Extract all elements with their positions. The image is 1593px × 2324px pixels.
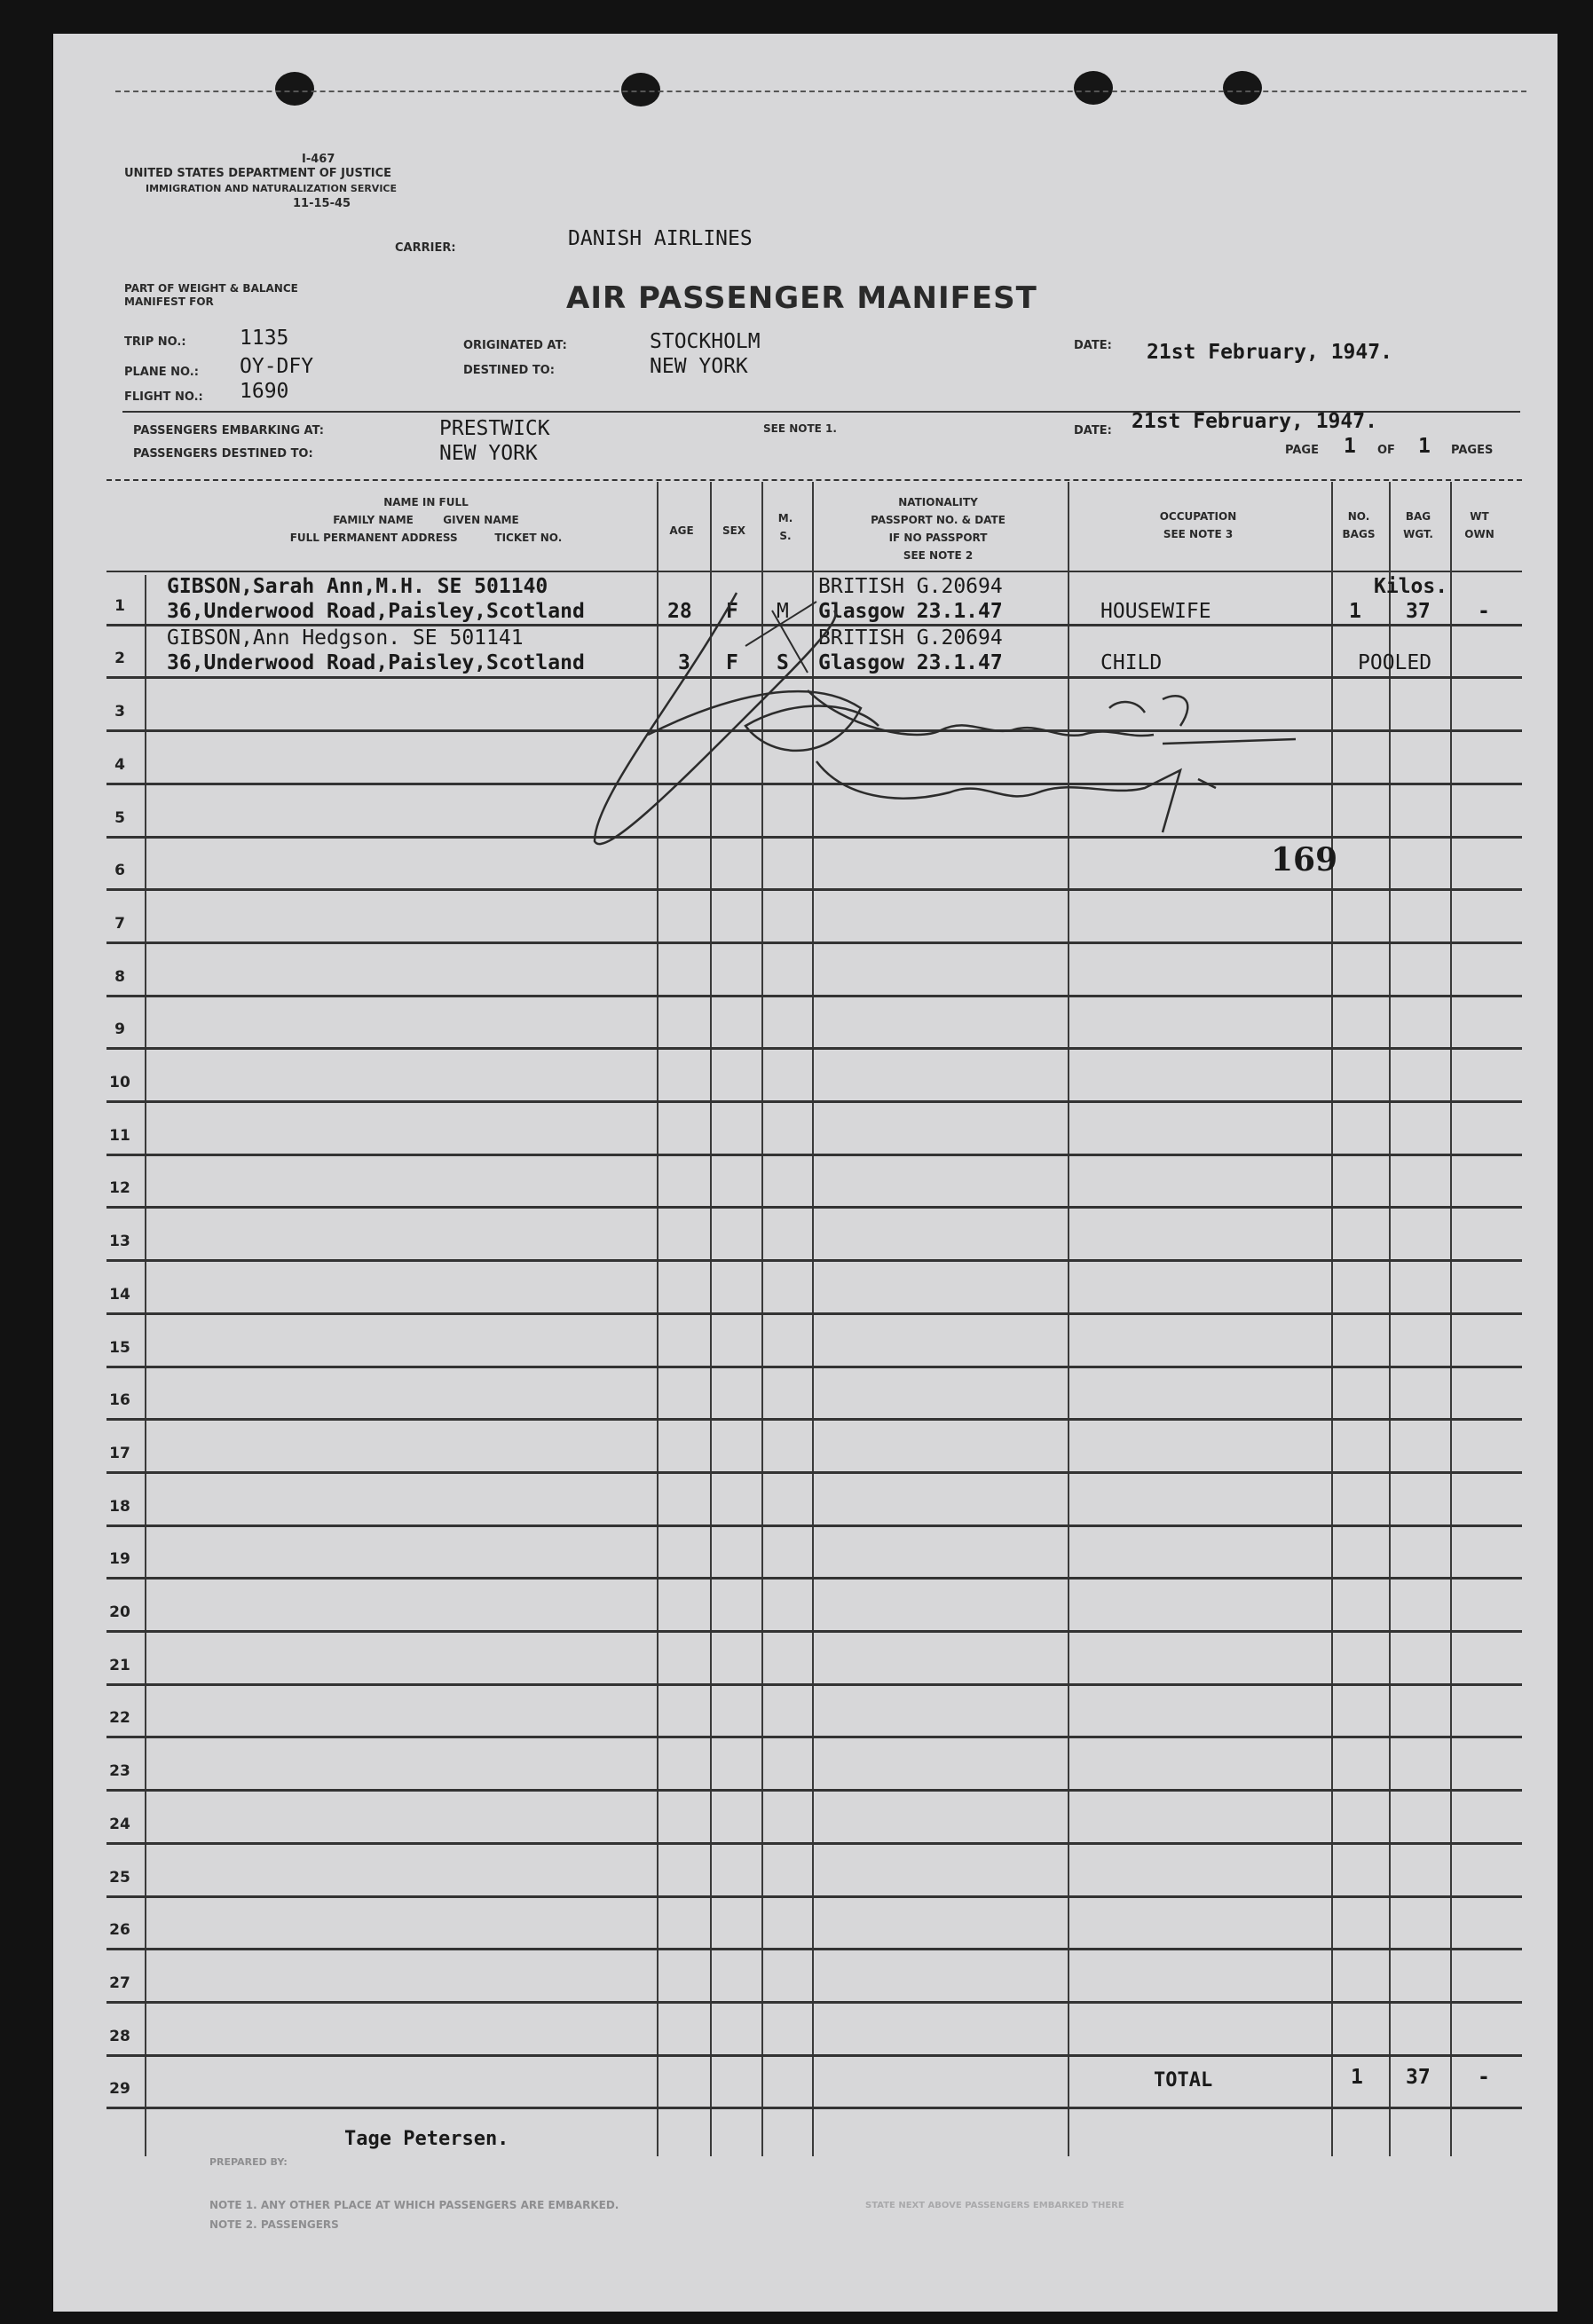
row-rule [106,1948,1522,1950]
row-number: 24 [109,1816,130,1833]
row-number: 6 [114,862,125,879]
row-rule [106,995,1522,997]
nationality-column-heading: NATIONALITY PASSPORT NO. & DATE IF NO PASSPORT SEE NOTE 2 [871,496,1005,562]
date1-label: DATE: [1074,339,1112,352]
date2-label: DATE: [1074,424,1112,437]
destined-value: NEW YORK [650,355,748,378]
prepared-by-name: Tage Petersen. [344,2128,509,2150]
punch-hole [275,72,314,106]
row-rule [106,1047,1522,1050]
row-number: 16 [109,1391,130,1409]
row-number: 20 [109,1603,130,1621]
punch-hole [621,73,660,106]
row-rule [106,2107,1522,2109]
row-rule [106,1312,1522,1315]
table-top-rule [106,479,1522,483]
passenger-1-bags: 1 [1349,600,1361,623]
passenger-1-sex: F [726,600,738,623]
pass-destined-label: PASSENGERS DESTINED TO: [133,447,313,461]
form-number: I-467 [302,153,335,166]
row-number: 5 [114,809,125,827]
part-of-line1: PART OF WEIGHT & BALANCE [124,282,298,295]
pages-label: PAGES [1451,444,1494,457]
occupation-column-heading: OCCUPATION SEE NOTE 3 [1159,510,1237,540]
row-number: 25 [109,1869,130,1887]
flight-label: FLIGHT NO.: [124,390,203,404]
date2-value: 21st February, 1947. [1132,410,1377,433]
manifest-sheet [53,34,1558,2312]
weight-column-heading: BAG WGT. [1403,510,1433,540]
row-rule [106,1206,1522,1209]
row-rule [106,1100,1522,1103]
trip-value: 1135 [240,327,289,350]
carrier-label: CARRIER: [395,241,456,255]
handwritten-inspector-signature [541,566,1340,868]
form-date-code: 11-15-45 [293,197,351,210]
row-rule [106,1154,1522,1156]
passenger-2-age: 3 [678,651,690,674]
row-number: 8 [114,968,125,986]
carrier-value: DANISH AIRLINES [568,227,753,250]
passenger-2-occupation: CHILD [1100,651,1163,674]
row-rule [106,1630,1522,1633]
row-number: 11 [109,1127,130,1145]
passenger-2-name: GIBSON,Ann Hedgson. SE 501141 [167,626,524,650]
row-number: 26 [109,1921,130,1939]
weight-unit: Kilos. [1374,575,1448,598]
passenger-1-occupation: HOUSEWIFE [1100,600,1211,623]
passenger-2-passport-place: Glasgow 23.1.47 [818,651,1003,674]
page-of-label: OF [1377,444,1395,457]
passenger-1-passport: BRITISH G.20694 [818,575,1003,598]
row-rule [106,1418,1522,1421]
originated-value: STOCKHOLM [650,330,761,353]
punch-hole [1074,71,1113,105]
part-of-line2: MANIFEST FOR [124,295,214,308]
passenger-1-address: 36,Underwood Road,Paisley,Scotland [167,600,585,623]
col-divider [1389,482,1391,2156]
row-number: 2 [114,650,125,667]
page-total: 1 [1418,435,1431,458]
passenger-2-sex: F [726,651,738,674]
row-number: 1 [114,597,125,615]
age-column-heading: AGE [669,524,694,537]
pass-destined-value: NEW YORK [439,442,538,465]
service: IMMIGRATION AND NATURALIZATION SERVICE [146,183,398,194]
embarking-label: PASSENGERS EMBARKING AT: [133,424,324,437]
note-2: NOTE 2. PASSENGERS [209,2218,339,2231]
row-rule [106,888,1522,891]
row-rule [106,2001,1522,2004]
passenger-2-address: 36,Underwood Road,Paisley,Scotland [167,651,585,674]
plane-label: PLANE NO.: [124,366,199,379]
passenger-1-ms: M [777,600,789,623]
row-number: 10 [109,1074,130,1091]
row-number: 13 [109,1233,130,1250]
page-label: PAGE [1285,444,1319,457]
row-rule [106,1366,1522,1368]
row-number: 22 [109,1709,130,1727]
row-number: 14 [109,1286,130,1304]
originated-label: ORIGINATED AT: [463,339,567,352]
passenger-2-passport: BRITISH G.20694 [818,626,1003,650]
embarking-value: PRESTWICK [439,417,550,440]
row-rule [106,2054,1522,2057]
perforation-line [115,91,1526,92]
row-rule [106,1842,1522,1845]
row-number: 19 [109,1550,130,1568]
row-number: 12 [109,1179,130,1197]
total-weight: 37 [1406,2066,1431,2089]
passenger-1-passport-place: Glasgow 23.1.47 [818,600,1003,623]
department: UNITED STATES DEPARTMENT OF JUSTICE [124,167,392,180]
row-number: 18 [109,1498,130,1516]
row-rule [106,1683,1522,1686]
passenger-1-own: - [1478,600,1490,623]
plane-value: OY-DFY [240,355,314,378]
trip-label: TRIP NO.: [124,335,186,349]
total-own: - [1478,2066,1490,2089]
row-rule [106,1524,1522,1527]
row-rule [106,1259,1522,1262]
row-number: 9 [114,1020,125,1038]
sex-column-heading: SEX [722,524,746,537]
own-column-heading: WT OWN [1464,510,1494,540]
row-number: 3 [114,703,125,721]
stamp-number: 169 [1271,841,1338,878]
bags-column-heading: NO. BAGS [1342,510,1376,540]
row-rule [106,1789,1522,1792]
destined-label: DESTINED TO: [463,364,555,377]
row-rule [106,941,1522,944]
col-divider [1450,482,1452,2156]
row-number: 7 [114,915,125,933]
row-rule [106,1895,1522,1898]
passenger-1-age: 28 [667,600,692,623]
date1-value: 21st February, 1947. [1147,341,1392,364]
flight-value: 1690 [240,380,289,403]
row-number: 28 [109,2028,130,2045]
total-label: TOTAL [1154,2069,1213,2092]
ms-column-heading: M. S. [777,512,793,542]
manifest-title: AIR PASSENGER MANIFEST [566,280,1037,316]
total-bags: 1 [1351,2066,1363,2089]
row-rule [106,1736,1522,1738]
page-number: 1 [1344,435,1356,458]
note-1: NOTE 1. ANY OTHER PLACE AT WHICH PASSENGERS ARE EMBARKED. [209,2199,619,2211]
passenger-1-name: GIBSON,Sarah Ann,M.H. SE 501140 [167,575,548,598]
row-number: 17 [109,1445,130,1462]
pooled-note: POOLED [1358,651,1432,674]
row-number: 23 [109,1762,130,1780]
row-number: 15 [109,1339,130,1357]
name-column-heading: NAME IN FULL FAMILY NAME GIVEN NAME FULL PERMANENT ADDRESS TICKET NO. [289,496,563,544]
prepared-by-label: PREPARED BY: [209,2156,288,2168]
row-number: 27 [109,1974,130,1992]
row-number: 29 [109,2080,130,2098]
row-number: 21 [109,1657,130,1674]
punch-hole [1223,71,1262,105]
row-number: 4 [114,756,125,774]
see-note: SEE NOTE 1. [763,422,837,435]
passenger-2-ms: S [777,651,789,674]
note-1-faint: STATE NEXT ABOVE PASSENGERS EMBARKED THERE [865,2201,1124,2210]
passenger-1-weight: 37 [1406,600,1431,623]
row-rule [106,1577,1522,1580]
row-rule [106,1471,1522,1474]
